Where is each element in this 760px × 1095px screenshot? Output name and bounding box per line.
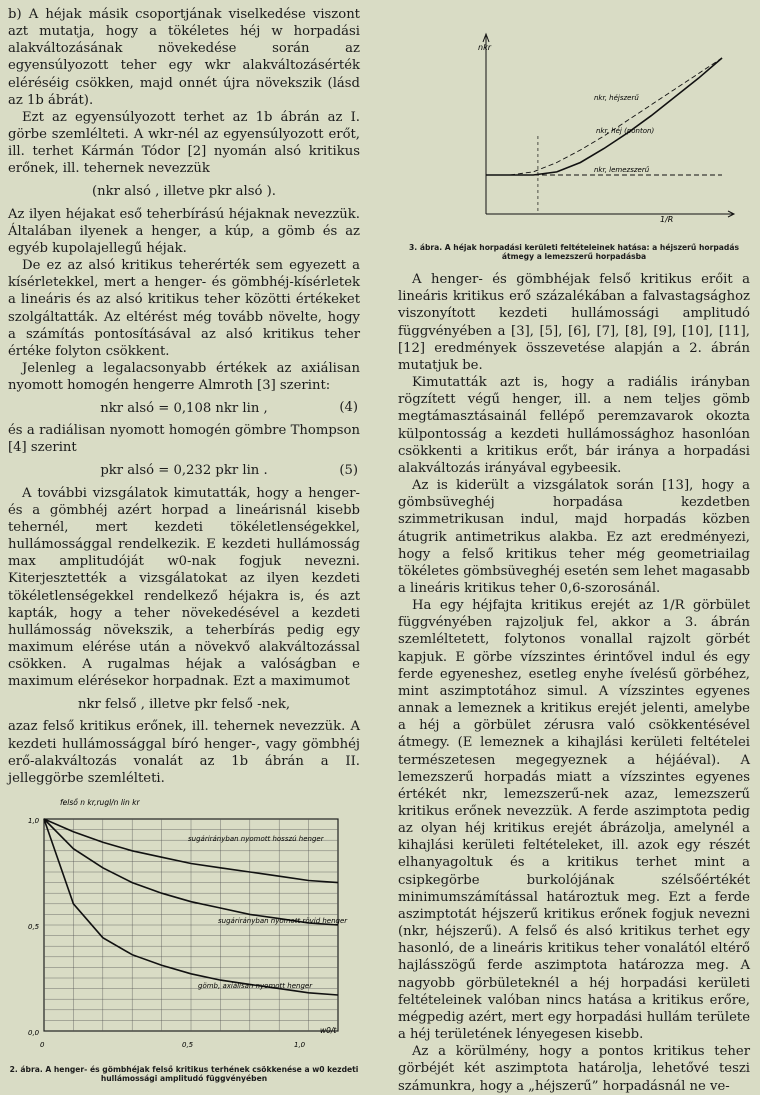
curve-label: gömb, axiálisan nyomott henger: [198, 982, 313, 991]
figure-3: [398, 6, 750, 261]
y-tick-label: 0,5: [28, 923, 40, 932]
equation-number: (5): [339, 462, 358, 478]
paragraph: Ezt az egyensúlyozott terhet az 1b ábrán az I. görbe szemlélteti. A wkr-nél az egyensúlyozott erőt, ill. terhet Kármán Tódor [2] nyomán alsó kritikus erőnek, ill. tehernek nevezzük: [8, 109, 360, 177]
x-axis-label: 1/R: [660, 215, 674, 224]
paragraph: azaz felső kritikus erőnek, ill. tehernek nevezzük. A kezdeti hullámossággal bíró henger-, vagy gömbhéj erő-alakváltozás vonalát az 1b ábrán a II. jelleggörbe szemlélteti.: [8, 719, 360, 786]
paragraph: Az is kiderült a vizsgálatok során [13], hogy a gömbsüveghéj horpadása kezdetben szimmetrikusan indul, majd horpadás közben átugrik antimetrikus alakba. Ez azt eredményezi, hogy a felső kritikus teher még geometriailag tökéletes gömbsüveghéj esetén sem lehet magasabb a lineáris kritikus teher 0,6-szorosánál.: [398, 478, 750, 596]
paragraph: De ez az alsó kritikus teherérték sem egyezett a kísérletekkel, mert a henger- és gömbhéj-kísérletek a lineáris és az alsó kritikus teher közötti értékeket szolgáltatták. Az eltérést még tovább növelte, hogy a számítás pontosításával az alsó kritikus teher értéke folyton csökkent.: [8, 258, 360, 359]
figure-3-caption: 3. ábra. A héjak horpadási kerületi feltételeinek hatása: a héjszerű horpadás átmegy a lemezszerű horpadásba: [409, 243, 739, 262]
figure-3-chart: [398, 6, 750, 236]
right-column: [398, 6, 750, 1095]
figure-2: [8, 793, 360, 1083]
paragraph: A további vizsgálatok kimutatták, hogy a henger- és a gömbhéj azért horpad a lineárisnál kisebb tehernél, mert kezdeti tökéletlenségekkel, hullámossággal rendelkezik. E kezdeti hullámosság max amplitudóját w0-nak fogjuk nevezni. Kiterjesztették a vizsgálatokat az ilyen kezdeti tökéletlenségekkel rendelkező héjakra is, és azt kapták, hogy a teher növekedésével a kezdeti hullámosság növekszik, a teherbírás pedig egy maximum elérése után a növekvő alakváltozással csökken. A rugalmas héjak a valóságban e maximum elérésekor horpadnak. Ezt a maximumot: [8, 485, 360, 690]
y-axis-label: nkr: [478, 43, 491, 52]
equation-5: pkr alsó = 0,232 pkr lin . (5): [100, 462, 358, 479]
formula: (nkr alsó , illetve pkr alsó ).: [92, 183, 276, 199]
curve-label: nkr, lemezszerű: [594, 166, 650, 174]
curve-label: nkr, héj (ponton): [596, 127, 655, 135]
formula: nkr felső , illetve pkr felső -nek,: [77, 696, 291, 712]
y-tick-label: 1,0: [28, 817, 40, 826]
curve-label: sugárirányban nyomott hosszú henger: [188, 835, 324, 844]
paragraph: Az a körülmény, hogy a pontos kritikus teher görbéjét két aszimptota határolja, lehetővé teszi számunkra, hogy a „héjszerű” horpadásnál ne ve-: [398, 1044, 750, 1094]
equation-number: (4): [339, 400, 358, 416]
paragraph: b) A héjak másik csoportjának viselkedése viszont azt mutatja, hogy a tökéletes héj w horpadási alakváltozásának növekedése során az egyensúlyozott teher egy wkr alakváltozásérték eléréséig csökken, majd onnét újra növekszik (lásd az 1b ábrát).: [8, 7, 360, 108]
paragraph: Jelenleg a legalacsonyabb értékek az axiálisan nyomott homogén hengerre Almroth [3] szerint:: [8, 360, 360, 394]
paragraph: Az ilyen héjakat eső teherbírású héjaknak nevezzük. Általában ilyenek a henger, a kúp, a gömb és az egyéb kupolajellegű héjak.: [8, 206, 360, 256]
figure-2-caption: 2. ábra. A henger- és gömbhéjak felső kritikus terhének csökkenése a w0 kezdeti hullámossági amplitudó függvényében: [9, 1065, 359, 1084]
left-column: [8, 6, 360, 1083]
paragraph: A henger- és gömbhéjak felső kritikus erőit a lineáris kritikus erő százalékában a falvastagsághoz viszonyított kezdeti hullámossági amplitudó függvényében a [3], [5], [6], [7], [8], [9], [10], [11], [12] eredmények összevetése alapján a 2. ábrán mutatjuk be.: [398, 272, 750, 373]
curve-label: sugárirányban nyomott rövid henger: [218, 917, 348, 926]
curve-label: nkr, héjszerű: [594, 94, 639, 102]
y-tick-label: 0,0: [28, 1029, 40, 1038]
x-axis-label: w0/t: [320, 1026, 337, 1036]
grid: [44, 819, 338, 1031]
curves: [483, 34, 734, 217]
x-tick-label: 0: [40, 1041, 45, 1050]
equation-4: nkr alsó = 0,108 nkr lin , (4): [100, 400, 358, 416]
paragraph: és a radiálisan nyomott homogén gömbre Thompson [4] szerint: [8, 423, 360, 456]
y-axis-label: felső n kr,rugl/n lin kr: [60, 798, 140, 808]
data-curve: [486, 58, 722, 175]
paragraph: Kimutatták azt is, hogy a radiális irányban rögzített végű henger, ill. a nem teljes gömb megtámasztásainál fellépő peremzavarok okozta külpontosság a kezdeti hullámossághoz hasonlóan csökkenti a kritikus erőt, bár iránya a horpadási alakváltozás irányával egybeesik.: [398, 375, 750, 476]
data-curve: [486, 58, 722, 175]
figure-2-chart: [8, 793, 360, 1058]
paragraph: Ha egy héjfajta kritikus erejét az 1/R görbület függvényében rajzoljuk fel, akkor a 3. ábrán szemléltetett, folytonos vonallal rajzolt görbét kapjuk. E görbe vízszintes érintővel indul és egy ferde egyeneshez, esetleg enyhe ívelésű görbéhez, mint aszimptotához simul. A vízszintes egyenes annak a lemeznek a kritikus erejét jelenti, amelybe a héj a görbület zérusra való csökkentésével átmegy. (E lemeznek a kihajlási kerületi feltételei természetesen megegyeznek a héjáéval). A lemezszerű horpadás miatt a vízszintes egyenes értékét nkr, lemezszerű-nek azaz, lemezszerű kritikus erőnek nevezzük. A ferde aszimptota pedig az olyan héj kritikus erejét ábrázolja, amelynél a kihajlási kerületi feltételeket, ill. azok egy részét elhanyagoltuk és a kritikus terhet mint a csipkegörbe burkolójának szélsőértékét minimumszámítással határoztuk meg. Ezt a ferde aszimptotát héjszerű kritikus erőnek fogjuk nevezni (nkr, héjszerű). A felső és alsó kritikus terhet egy hasonló, de a lineáris kritikus teher vonalától eltérő hajlásszögű ferde aszimptota határozza meg. A nagyobb görbületeknél a héj horpadási kerületi feltételeinek valóban nincs hatása a kritikus erőre, mégpedig azért, mert egy horpadási hullám területe a héj területének lényegesen kisebb.: [398, 598, 750, 1043]
x-tick-label: 1,0: [294, 1041, 306, 1050]
x-tick-label: 0,5: [182, 1041, 194, 1050]
